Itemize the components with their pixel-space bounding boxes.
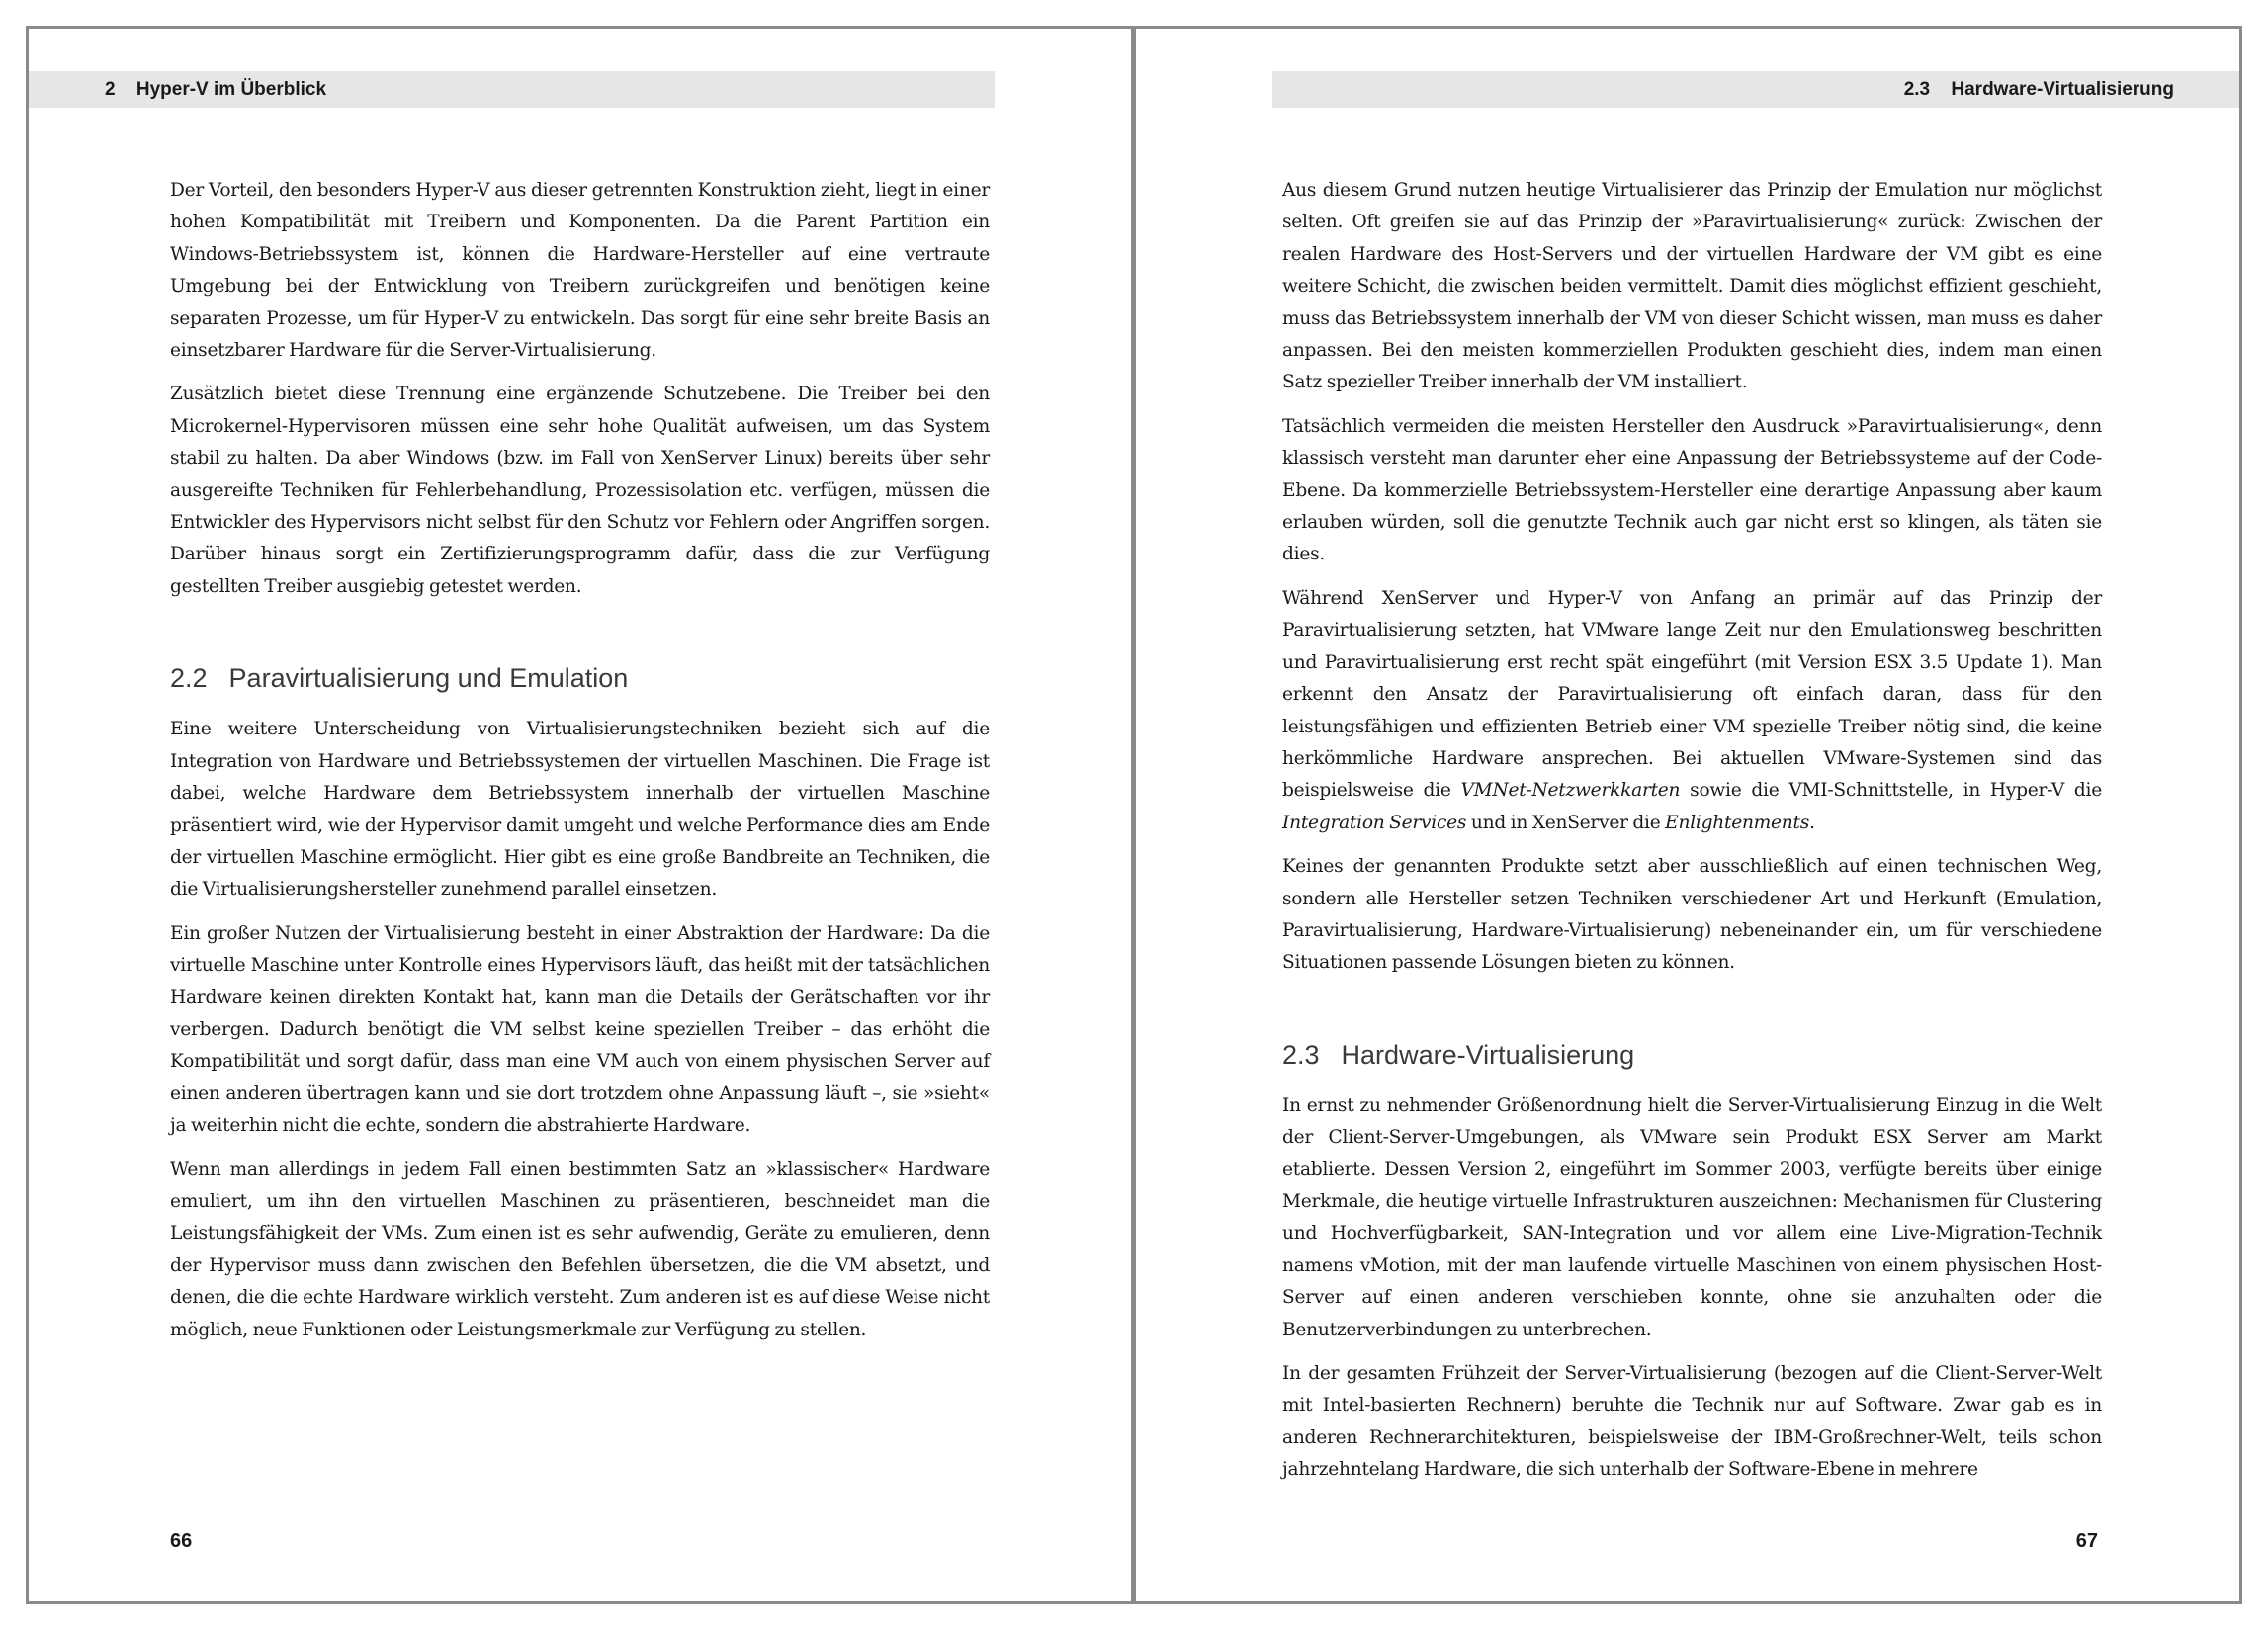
paragraph-text: .	[1809, 812, 1815, 833]
paragraph: Der Vorteil, den besonders Hyper-V aus dieser getrennten Konstruktion zieht, liegt in einer hohen Kompatibilität mit Treibern und Komponenten. Da die Parent Partition ein Windows-Betriebssystem ist, können die Hardware-Hersteller auf eine vertraute Umgebung bei der Entwicklung von Treibern zurückgreifen und benötigen keine separaten Prozesse, um für Hyper-V zu entwickeln. Das sorgt für eine sehr breite Basis an einsetzbarer Hardware für die Server-Virtualisierung.	[170, 180, 990, 362]
paragraph: In der gesamten Frühzeit der Server-Virtualisierung (bezogen auf die Client-Server-Welt mit Intel-basierten Rechnern) beruhte die Technik nur auf Software. Zwar gab es in anderen Rechnerarchitekturen, beispielsweise der IBM-Großrechner-Welt, teils schon jahrzehntelang Hardware, die sich unterhalb der Software-Ebene in mehrere	[1282, 1363, 2102, 1481]
right-running-header	[1272, 71, 2239, 108]
chapter-number: 2	[105, 79, 116, 100]
paragraph: Ein großer Nutzen der Virtualisierung besteht in einer Abstraktion der Hardware: Da die virtuelle Maschine unter Kontrolle eines Hypervisors läuft, das heißt mit der tatsächlichen Hardware keinen direkten Kontakt hat, kann man die Details der Gerätschaften vor ihr verbergen. Dadurch benötigt die VM selbst keine speziellen Treiber – das erhöht die Kompatibilität und sorgt dafür, dass man eine VM auch von einem physischen Server auf einen anderen übertragen kann und sie dort trotzdem ohne Anpassung läuft –, sie »sieht« ja weiterhin nicht die echte, sondern die abstrahierte Hardware.	[170, 922, 990, 1137]
section-number: 2.2	[170, 663, 208, 694]
paragraph: Wenn man allerdings in jedem Fall einen bestimmten Satz an »klassischer« Hardware emuliert, um ihn den virtuellen Maschinen zu präsentieren, beschneidet man die Leistungsfähigkeit der VMs. Zum einen ist es sehr aufwendig, Geräte zu emulieren, denn der Hypervisor muss dann zwischen den Befehlen übersetzen, die die VM absetzt, und denen, die die echte Hardware wirklich versteht. Zum anderen ist es auf diese Weise nicht möglich, neue Funktionen oder Leistungsmerkmale zur Verfügung zu stellen.	[170, 1159, 990, 1340]
left-page	[29, 29, 1131, 1601]
paragraph: Tatsächlich vermeiden die meisten Hersteller den Ausdruck »Paravirtualisierung«, denn klassisch versteht man darunter eher eine Anpassung der Betriebssysteme auf der Code-Ebene. Da kommerzielle Betriebssystem-Hersteller eine derartige Anpassung aber kaum erlauben würden, soll die genutzte Technik auch gar nicht erst so klingen, als täten sie dies.	[1282, 415, 2102, 565]
section-heading-2-3	[1282, 1037, 2102, 1073]
chapter-title: Hyper-V im Überblick	[135, 79, 327, 100]
paragraph-text: Während XenServer und Hyper-V von Anfang an primär auf das Prinzip der Paravirtualisierung setzten, hat VMware lange Zeit nur den Emulationsweg beschritten und Paravirtualisierung erst recht spät eingeführt (mit Version ESX 3.5 Update 1). Man erkennt den Ansatz der Paravirtualisierung oft einfach daran, dass für den leistungsfähigen und effizienten Betrieb einer VM spezielle Treiber nötig sind, die keine herkömmliche Hardware ansprechen. Bei aktuellen VMware-Systemen sind das beispielsweise die	[1282, 587, 2102, 802]
paragraph-text: sowie die VMI-Schnittstelle, in Hyper-V die	[1680, 780, 2102, 802]
italic-term: Integration Services	[1282, 812, 1467, 833]
paragraph	[1282, 583, 2102, 839]
paragraph: Zusätzlich bietet diese Trennung eine ergänzende Schutzebene. Die Treiber bei den Microkernel-Hypervisoren müssen eine sehr hohe Qualität aufweisen, um das System stabil zu halten. Da aber Windows (bzw. im Fall von XenServer Linux) bereits über sehr ausgereifte Techniken für Fehlerbehandlung, Prozessisolation etc. verfügen, müssen die Entwickler des Hypervisors nicht selbst für den Schutz vor Fehlern oder Angriffen sorgen. Darüber hinaus sorgt ein Zertifizierungsprogramm dafür, dass die zur Verfügung gestellten Treiber ausgiebig getestet werden.	[170, 384, 990, 597]
italic-term: VMNet-Netzwerkkarten	[1460, 780, 1681, 802]
paragraph: Keines der genannten Produkte setzt aber ausschließlich auf einen technischen Weg, sondern alle Hersteller setzen Techniken verschiedener Art und Herkunft (Emulation, Paravirtualisierung, Hardware-Virtualisierung) nebeneinander ein, um für verschiedene Situationen passende Lösungen bieten zu können.	[1282, 856, 2102, 974]
header-section-number: 2.3	[1903, 79, 1931, 100]
section-number: 2.3	[1282, 1039, 1320, 1070]
paragraph-text: und in XenServer die	[1466, 812, 1666, 833]
right-page	[1136, 29, 2239, 1601]
page-number-right: 67	[2075, 1530, 2098, 1552]
paragraph: Eine weitere Unterscheidung von Virtualisierungstechniken bezieht sich auf die Integration von Hardware und Betriebssystemen der virtuellen Maschinen. Die Frage ist dabei, welche Hardware dem Betriebssystem innerhalb der virtuellen Maschine präsentiert wird, wie der Hypervisor damit umgeht und welche Performance dies am Ende der virtuellen Maschine ermöglicht. Hier gibt es eine große Bandbreite an Techniken, die die Virtualisierungshersteller zunehmend parallel einsetzen.	[170, 719, 990, 901]
paragraph: In ernst zu nehmender Größenordnung hielt die Server-Virtualisierung Einzug in die Welt der Client-Server-Umgebungen, als VMware sein Produkt ESX Server am Markt etablierte. Dessen Version 2, eingeführt im Sommer 2003, verfügte bereits über einige Merkmale, die heutige virtuelle Infrastrukturen auszeichnen: Mechanismen für Clustering und Hochverfügbarkeit, SAN-Integration und vor allem eine Live-Migration-Technik namens vMotion, mit der man laufende virtuelle Maschinen von einem physischen Host-Server auf einen anderen verschieben konnte, ohne sie anzuhalten oder die Benutzerverbindungen zu unterbrechen.	[1282, 1094, 2102, 1340]
section-heading-2-2	[170, 660, 990, 696]
left-running-header	[29, 71, 995, 108]
page-number-left: 66	[170, 1530, 193, 1552]
paragraph: Aus diesem Grund nutzen heutige Virtualisierer das Prinzip der Emulation nur möglichst selten. Oft greifen sie auf das Prinzip der »Paravirtualisierung« zurück: Zwischen der realen Hardware des Host-Servers und der virtuellen Hardware der VM gibt es eine weitere Schicht, die zwischen beiden vermittelt. Damit dies möglichst effizient geschieht, muss das Betriebssystem innerhalb der VM von dieser Schicht wissen, man muss es daher anpassen. Bei den meisten kommerziellen Produkten geschieht dies, indem man einen Satz spezieller Treiber innerhalb der VM installiert.	[1282, 180, 2102, 393]
left-page-content	[170, 175, 990, 1358]
section-title: Hardware-Virtualisierung	[1341, 1039, 1635, 1070]
header-section-title: Hardware-Virtualisierung	[1951, 79, 2174, 100]
right-page-content	[1282, 175, 2102, 1499]
section-title: Paravirtualisierung und Emulation	[228, 663, 629, 694]
italic-term: Enlightenments	[1665, 812, 1810, 833]
